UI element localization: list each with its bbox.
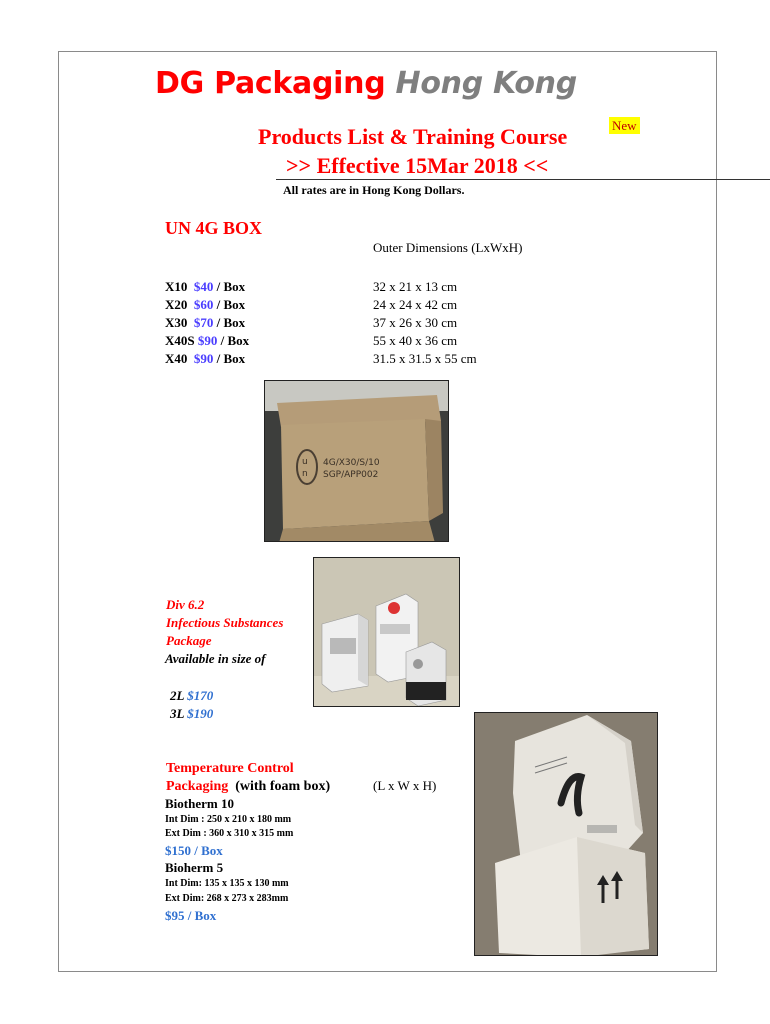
size-row <box>170 687 213 705</box>
infectious-package-photo <box>313 557 460 707</box>
product-name: Biotherm 10 <box>165 796 234 811</box>
svg-text:u: u <box>302 457 308 467</box>
unit: / Box <box>216 279 246 294</box>
dimension-row: 31.5 x 31.5 x 55 cm <box>373 351 477 366</box>
product-price: $95 / Box <box>165 908 217 923</box>
price-row <box>165 332 249 350</box>
price: $60 <box>193 297 214 312</box>
un-box-heading: UN 4G BOX <box>165 218 263 238</box>
product-int-dim: Int Dim : 250 x 210 x 180 mm <box>165 814 292 825</box>
price: $90 <box>197 333 218 348</box>
price: $70 <box>193 315 214 330</box>
price-row <box>165 350 249 368</box>
price-row <box>165 314 249 332</box>
new-badge: New <box>609 117 640 134</box>
dimension-row: 32 x 21 x 13 cm <box>373 279 458 294</box>
thermal-box-image <box>475 713 658 956</box>
packaging-label: Packaging <box>166 779 229 794</box>
photo-label-2: SGP/APP002 <box>323 470 379 480</box>
price: $90 <box>193 351 214 366</box>
infectious-title-line: Package <box>166 633 212 648</box>
size-price: $190 <box>187 706 214 721</box>
product-ext-dim: Ext Dim : 360 x 310 x 315 mm <box>165 828 294 839</box>
dimension-heading: Outer Dimensions (LxWxH) <box>373 240 523 255</box>
temperature-title <box>166 760 330 796</box>
price-list <box>165 278 249 368</box>
size: 2L <box>170 688 184 703</box>
infectious-title-line: Div 6.2 <box>166 597 205 612</box>
unit: / Box <box>216 351 246 366</box>
effective-underline <box>276 179 770 180</box>
model: X20 <box>165 297 188 312</box>
brand-hong-kong: Hong Kong <box>395 66 577 101</box>
brand-title <box>155 66 577 101</box>
lwh-label: (L x W x H) <box>373 778 437 793</box>
temperature-box-photo <box>474 712 658 956</box>
brand-dg: DG Packaging <box>155 66 386 101</box>
model: X40S <box>165 333 195 348</box>
subtitle: Products List & Training Course <box>258 124 568 149</box>
dimension-list <box>373 278 477 368</box>
infectious-title-line: Infectious Substances <box>166 615 284 630</box>
size-price: $170 <box>187 688 214 703</box>
model: X10 <box>165 279 188 294</box>
available-sizes-label: Available in size of <box>165 651 266 666</box>
product-price: $150 / Box <box>165 843 223 858</box>
model: X40 <box>165 351 188 366</box>
product-int-dim: Int Dim: 135 x 135 x 130 mm <box>165 878 289 889</box>
price: $40 <box>193 279 214 294</box>
rates-note: All rates are in Hong Kong Dollars. <box>283 183 465 197</box>
infectious-boxes-image <box>314 558 460 707</box>
size: 3L <box>170 706 184 721</box>
svg-text:n: n <box>302 469 308 479</box>
dimension-row: 24 x 24 x 42 cm <box>373 297 458 312</box>
model: X30 <box>165 315 188 330</box>
unit: / Box <box>216 315 246 330</box>
unit: / Box <box>220 333 250 348</box>
size-list <box>170 687 213 723</box>
dimension-row: 55 x 40 x 36 cm <box>373 333 458 348</box>
price-row <box>165 278 249 296</box>
dimension-row: 37 x 26 x 30 cm <box>373 315 458 330</box>
product-name: Bioherm 5 <box>165 860 224 875</box>
temperature-title-line: Temperature Control <box>166 761 294 776</box>
photo-label-1: 4G/X30/S/10 <box>323 458 380 468</box>
un-box-photo <box>264 380 449 542</box>
product-ext-dim: Ext Dim: 268 x 273 x 283mm <box>165 893 289 904</box>
cardboard-box-image <box>265 381 449 542</box>
temperature-title-line <box>166 778 330 796</box>
size-row <box>170 705 213 723</box>
infectious-title <box>166 596 283 650</box>
foam-note: (with foam box) <box>235 779 331 794</box>
unit: / Box <box>216 297 246 312</box>
price-row <box>165 296 249 314</box>
effective-date: >> Effective 15Mar 2018 << <box>286 153 549 178</box>
